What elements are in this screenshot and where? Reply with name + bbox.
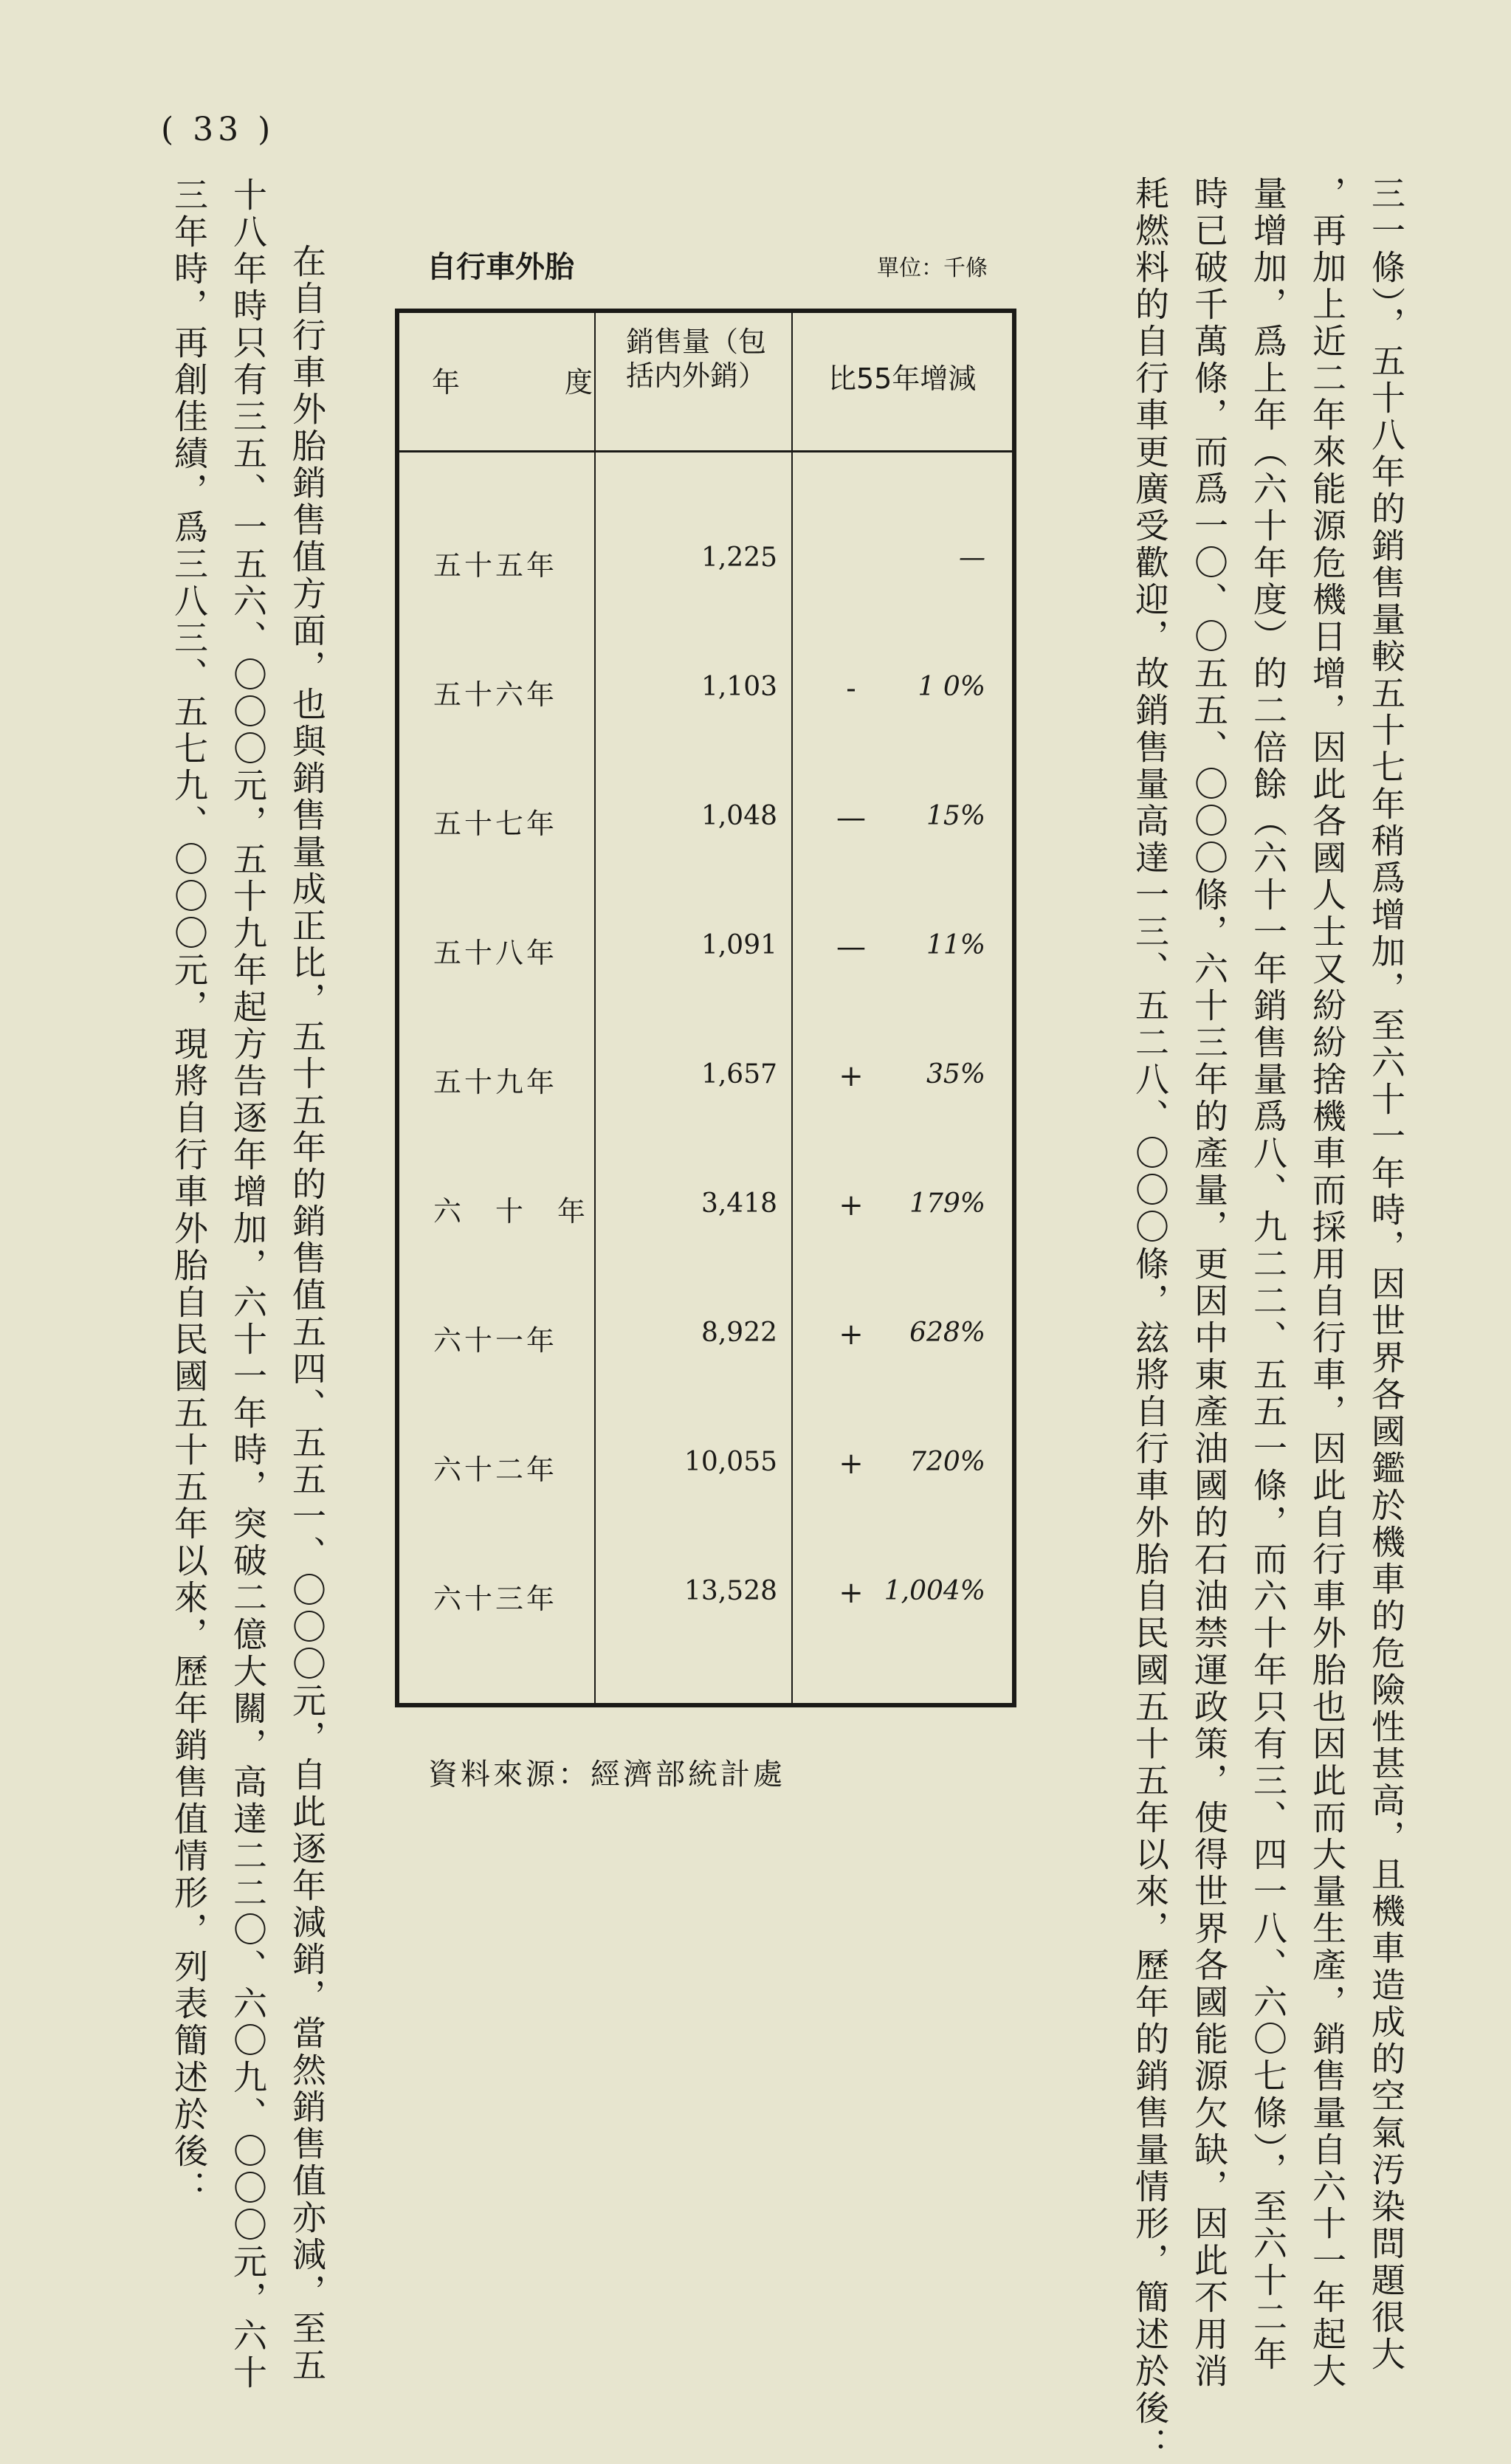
page-number: ( 33 ) — [161, 111, 275, 148]
cell-year: 六 十 年 — [433, 1195, 589, 1228]
cell-year: 六十一年 — [433, 1324, 558, 1357]
right-text-column-4: 時已破千萬條，而爲一〇、〇五五、〇〇〇條，六十三年的產量，更因中東產油國的石油禁運政策，使得世界各國能源欠缺，因此不用消 — [1189, 176, 1229, 2390]
right-text-column-5: 耗燃料的自行車更廣受歡迎，故銷售量高達一三、五二八、〇〇〇條，玆將自行車外胎自民國五十五年以來，歷年的銷售量情形，簡述於後： — [1130, 176, 1170, 2464]
cell-sales: 3,418 — [701, 1188, 777, 1219]
cell-change: 1 0% — [918, 672, 985, 702]
table-unit: 單位：千條 — [877, 255, 988, 281]
table-divider-2 — [791, 309, 793, 1707]
cell-year: 五十九年 — [433, 1066, 558, 1098]
left-text-column-3: 三年時，再創佳績，爲三八三、五七九、〇〇〇元，現將自行車外胎自民國五十五年以來，歷年銷售值情形，列表簡述於後： — [169, 177, 209, 2207]
cell-year: 五十六年 — [433, 678, 558, 711]
cell-year: 六十三年 — [433, 1583, 558, 1615]
right-text-column-3: 量增加，爲上年（六十年度）的二倍餘（六十一年銷售量爲八、九二二、五五一條，而六十年只有三、四一八、六〇七條），至六十二年 — [1248, 176, 1288, 2373]
cell-sign: + — [839, 1447, 864, 1481]
cell-sign: + — [839, 1576, 864, 1610]
table-frame — [395, 309, 1016, 1707]
cell-sales: 8,922 — [701, 1318, 777, 1348]
cell-change: — — [959, 543, 985, 573]
cell-sign: - — [846, 672, 856, 706]
left-text-column-1: 在自行車外胎銷售值方面，也與銷售量成正比，五十五年的銷售值五四、五五一、〇〇〇元，自此逐年減銷，當然銷售值亦減，至五 — [287, 244, 327, 2384]
cell-sales: 1,103 — [701, 672, 777, 702]
cell-change: 11% — [926, 930, 985, 960]
header-sales: 銷售量（包括内外銷） — [626, 326, 767, 392]
cell-change: 35% — [926, 1059, 985, 1090]
cell-change: 1,004% — [884, 1576, 985, 1606]
cell-sign: + — [839, 1188, 864, 1222]
cell-sales: 1,225 — [701, 543, 777, 573]
table-row — [395, 801, 1016, 845]
cell-sign: — — [836, 930, 866, 964]
cell-change: 628% — [909, 1318, 985, 1348]
table-row — [395, 1059, 1016, 1104]
cell-year: 六十二年 — [433, 1453, 558, 1486]
table-row — [395, 672, 1016, 716]
cell-sales: 1,048 — [701, 801, 777, 831]
table-divider-1 — [594, 309, 596, 1707]
right-text-column-2: ，再加上近二年來能源危機日增，因此各國人士又紛紛捨機車而採用自行車，因此自行車外胎也因此而大量生產，銷售量自六十一年起大 — [1307, 176, 1347, 2390]
table-row — [395, 1576, 1016, 1620]
cell-year: 五十七年 — [433, 808, 558, 840]
table-title: 自行車外胎 — [427, 250, 574, 284]
header-change: 比55年增減 — [828, 362, 977, 395]
cell-year: 五十八年 — [433, 937, 558, 969]
table-row — [395, 930, 1016, 974]
table-header-rule — [395, 450, 1016, 452]
cell-change: 179% — [909, 1188, 985, 1219]
right-text-column-1: 三一條），五十八年的銷售量較五十七年稍爲增加，至六十一年時，因世界各國鑑於機車的危險性甚高，且機車造成的空氣汚染問題很大 — [1366, 176, 1406, 2373]
cell-sign: + — [839, 1318, 864, 1352]
table-source: 資料來源：經濟部統計處 — [428, 1758, 785, 1792]
table-row — [395, 1188, 1016, 1233]
cell-sales: 13,528 — [684, 1576, 777, 1606]
cell-sign: + — [839, 1059, 864, 1093]
table-row — [395, 1318, 1016, 1362]
cell-year: 五十五年 — [433, 549, 558, 582]
table-row — [395, 543, 1016, 587]
cell-sales: 1,091 — [701, 930, 777, 960]
table-row — [395, 1447, 1016, 1491]
left-text-column-2: 十八年時只有三五、一五六、〇〇〇元，五十九年起方告逐年增加，六十一年時，突破二億大關，高達二二〇、六〇九、〇〇〇元，六十 — [228, 177, 268, 2392]
cell-change: 15% — [926, 801, 985, 831]
cell-sales: 1,657 — [701, 1059, 777, 1090]
cell-sign: — — [836, 801, 866, 835]
cell-change: 720% — [909, 1447, 985, 1477]
cell-sales: 10,055 — [684, 1447, 777, 1477]
header-year: 年 度 — [432, 366, 632, 399]
